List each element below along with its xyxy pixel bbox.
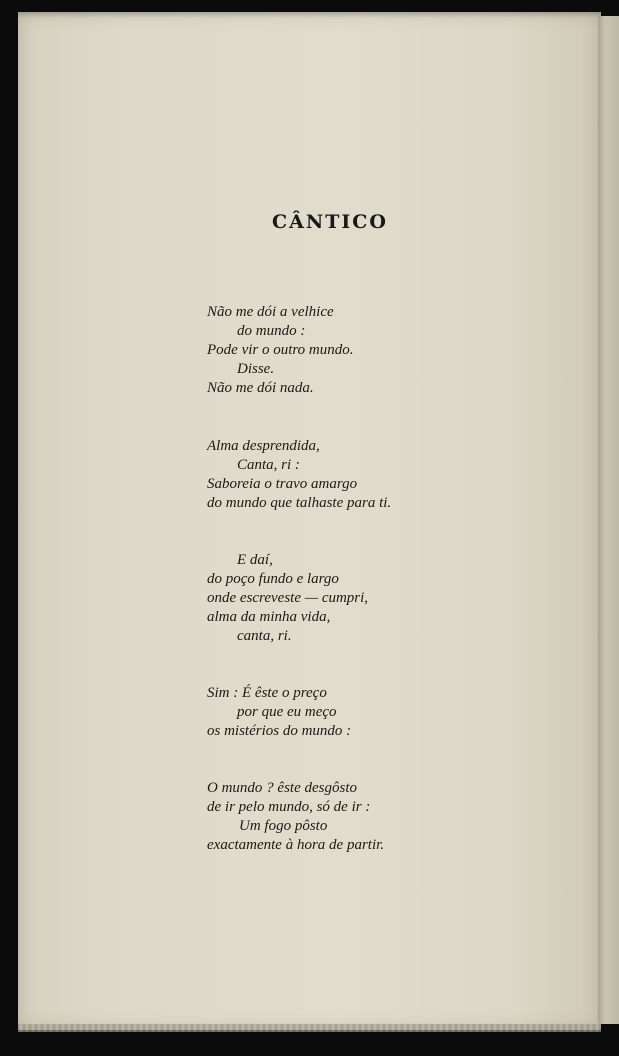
- poem-line: do mundo :: [237, 323, 306, 339]
- poem-line: Saboreia o travo amargo: [207, 476, 358, 492]
- poem-line: canta, ri.: [237, 628, 292, 644]
- poem-line: Canta, ri :: [237, 457, 300, 473]
- poem-line: Alma desprendida,: [207, 438, 320, 454]
- page-edge: [598, 16, 619, 1024]
- poem-line: Um fogo pôsto: [239, 818, 328, 834]
- poem-line: Não me dói nada.: [207, 380, 314, 396]
- poem-line: Disse.: [237, 361, 275, 377]
- page-bottom-edge: [18, 1024, 601, 1032]
- poem-line: exactamente à hora de partir.: [207, 837, 385, 853]
- book-page: [18, 12, 601, 1030]
- poem-line: onde escreveste — cumpri,: [207, 590, 369, 606]
- poem-line: alma da minha vida,: [207, 609, 331, 625]
- poem-line: de ir pelo mundo, só de ir :: [207, 799, 371, 815]
- poem-line: Pode vir o outro mundo.: [207, 342, 354, 358]
- poem-line: do mundo que talhaste para ti.: [207, 495, 392, 511]
- poem-line: por que eu meço: [237, 704, 337, 720]
- poem-line: Não me dói a velhice: [207, 304, 334, 320]
- poem-line: O mundo ? êste desgôsto: [207, 780, 357, 796]
- poem-line: Sim : É êste o preço: [207, 685, 327, 701]
- poem-line: E daí,: [237, 552, 273, 568]
- poem-line: os mistérios do mundo :: [207, 723, 352, 739]
- poem-title: CÂNTICO: [272, 211, 388, 233]
- page-top-shadow: [18, 12, 601, 18]
- poem-line: do poço fundo e largo: [207, 571, 339, 587]
